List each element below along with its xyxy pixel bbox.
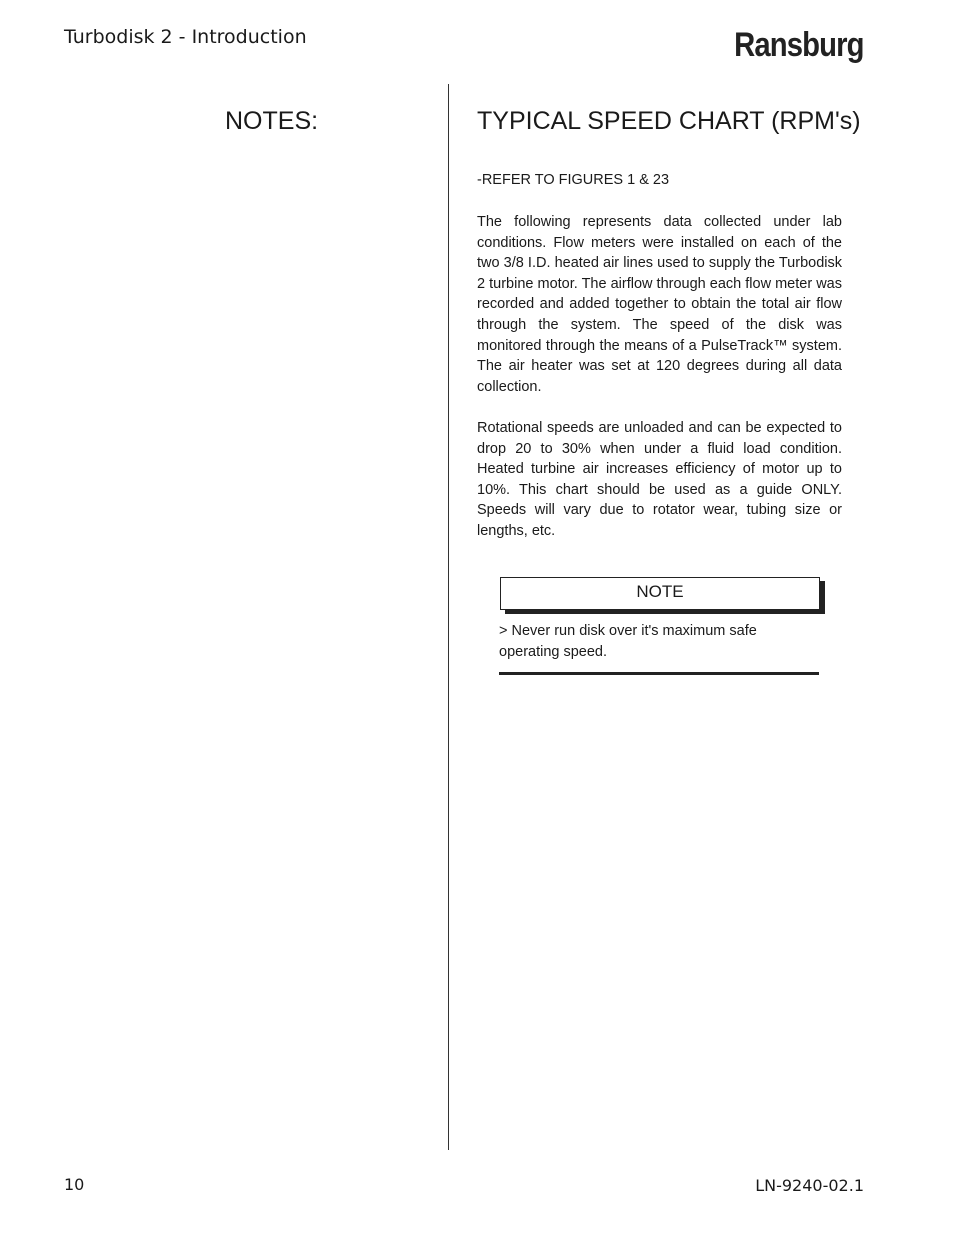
document-number: LN-9240-02.1 — [755, 1176, 864, 1195]
paragraph-lab-data: The following represents data collected under lab conditions. Flow meters were installed on each of the two 3/8 I.D. heated air lines used to supply the Turbodisk 2 turbine motor. The airflow through each flow meter was recorded and added together to obtain the total air flow through the system. The speed of the disk was monitored through the means of a PulseTrack™ system. The air heater was set at 120 degrees during all data collection. — [477, 214, 842, 395]
note-bottom-rule — [499, 672, 819, 675]
note-body: > Never run disk over it's maximum safe operating speed. — [499, 623, 757, 660]
note-label: NOTE — [636, 582, 684, 601]
refer-to-figures: -REFER TO FIGURES 1 & 23 — [477, 172, 670, 188]
header-title: Turbodisk 2 - Introduction — [64, 26, 307, 48]
speed-chart-heading: TYPICAL SPEED CHART (RPM's) — [477, 107, 861, 135]
notes-heading: NOTES: — [225, 107, 319, 135]
page-number: 10 — [64, 1175, 85, 1194]
brand-logo: Ransburg — [734, 26, 864, 64]
note-box — [500, 577, 820, 610]
paragraph-rotational-speeds: Rotational speeds are unloaded and can be expected to drop 20 to 30% when under a fluid load condition. Heated turbine air increases efficiency of motor up to 10%. This chart should be used as a guide ONLY. Speeds will vary due to rotator wear, tubing size or lengths, etc. — [477, 420, 842, 539]
column-divider — [448, 84, 449, 1150]
